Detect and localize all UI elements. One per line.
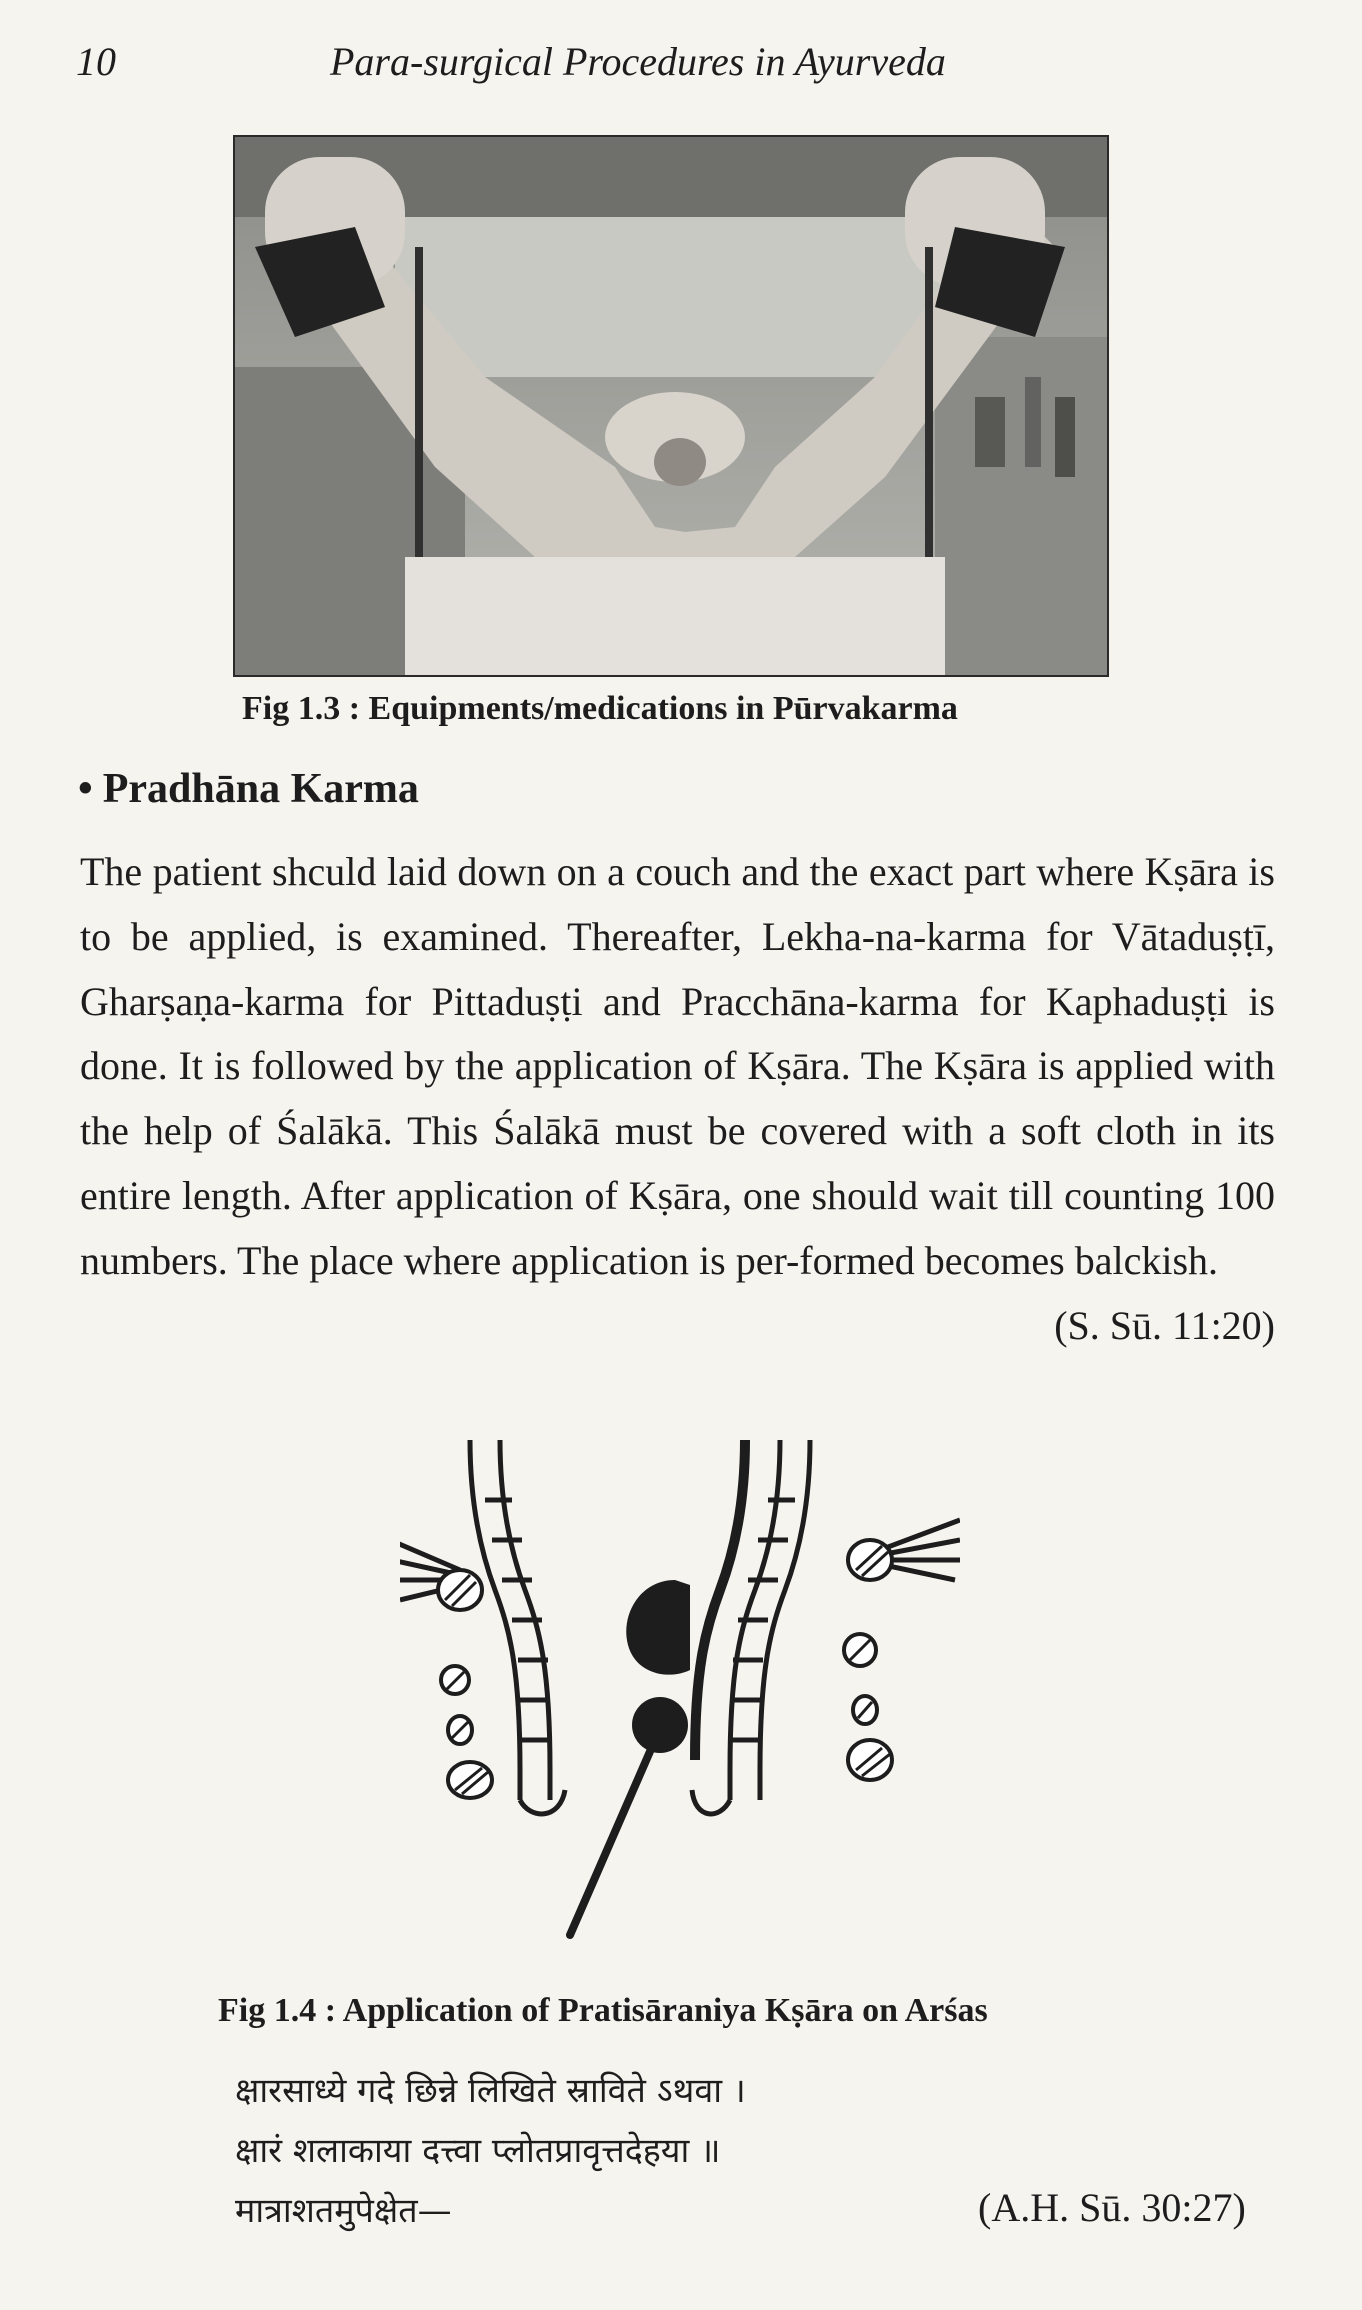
running-head: Para-surgical Procedures in Ayurveda: [330, 39, 946, 84]
section-heading: [78, 765, 419, 813]
verse-citation: (A.H. Sū. 30:27): [978, 2185, 1246, 2230]
page-number: 10: [76, 39, 116, 84]
section-heading-text: Pradhāna Karma: [102, 766, 419, 812]
bullet-icon: •: [78, 766, 93, 812]
anatomical-diagram: [400, 1440, 960, 1980]
figure-photo: [233, 135, 1109, 677]
body-paragraph: [80, 840, 1275, 1358]
photo-illustration: [235, 137, 1107, 675]
verse-line: क्षारसाध्ये गदे छिन्ने लिखिते स्राविते ऽथवा ।: [235, 2071, 746, 2111]
citation: (S. Sū. 11:20): [1054, 1302, 1275, 1348]
diagram-drawing: [400, 1440, 960, 1980]
paragraph-text: The patient shculd laid down on a couch and the exact part where Kṣāra is to be applied, is examined. Thereafter, Lekha-na-karma for Vātaduṣṭī, Gharṣaṇa-karma for Pittaduṣṭi and Pracchāna-karma for Kaphaduṣṭi is done. It is followed by the application of Kṣāra. The Kṣāra is applied with the help of Śalākā. This Śalākā must be covered with a soft cloth in its entire length. After application of Kṣāra, one should wait till counting 100 numbers. The place where application is per-formed becomes balckish.: [80, 849, 1275, 1283]
figure-caption: Fig 1.3 : Equipments/medications in Pūrvakarma: [242, 690, 958, 727]
verse-line: मात्राशतमुपेक्षेत—: [235, 2191, 452, 2231]
verse-line: क्षारं शलाकाया दत्त्वा प्लोतप्रावृत्तदेहया ॥: [235, 2131, 721, 2171]
figure-caption: Fig 1.4 : Application of Pratisāraniya Kṣāra on Arśas: [218, 1992, 988, 2029]
